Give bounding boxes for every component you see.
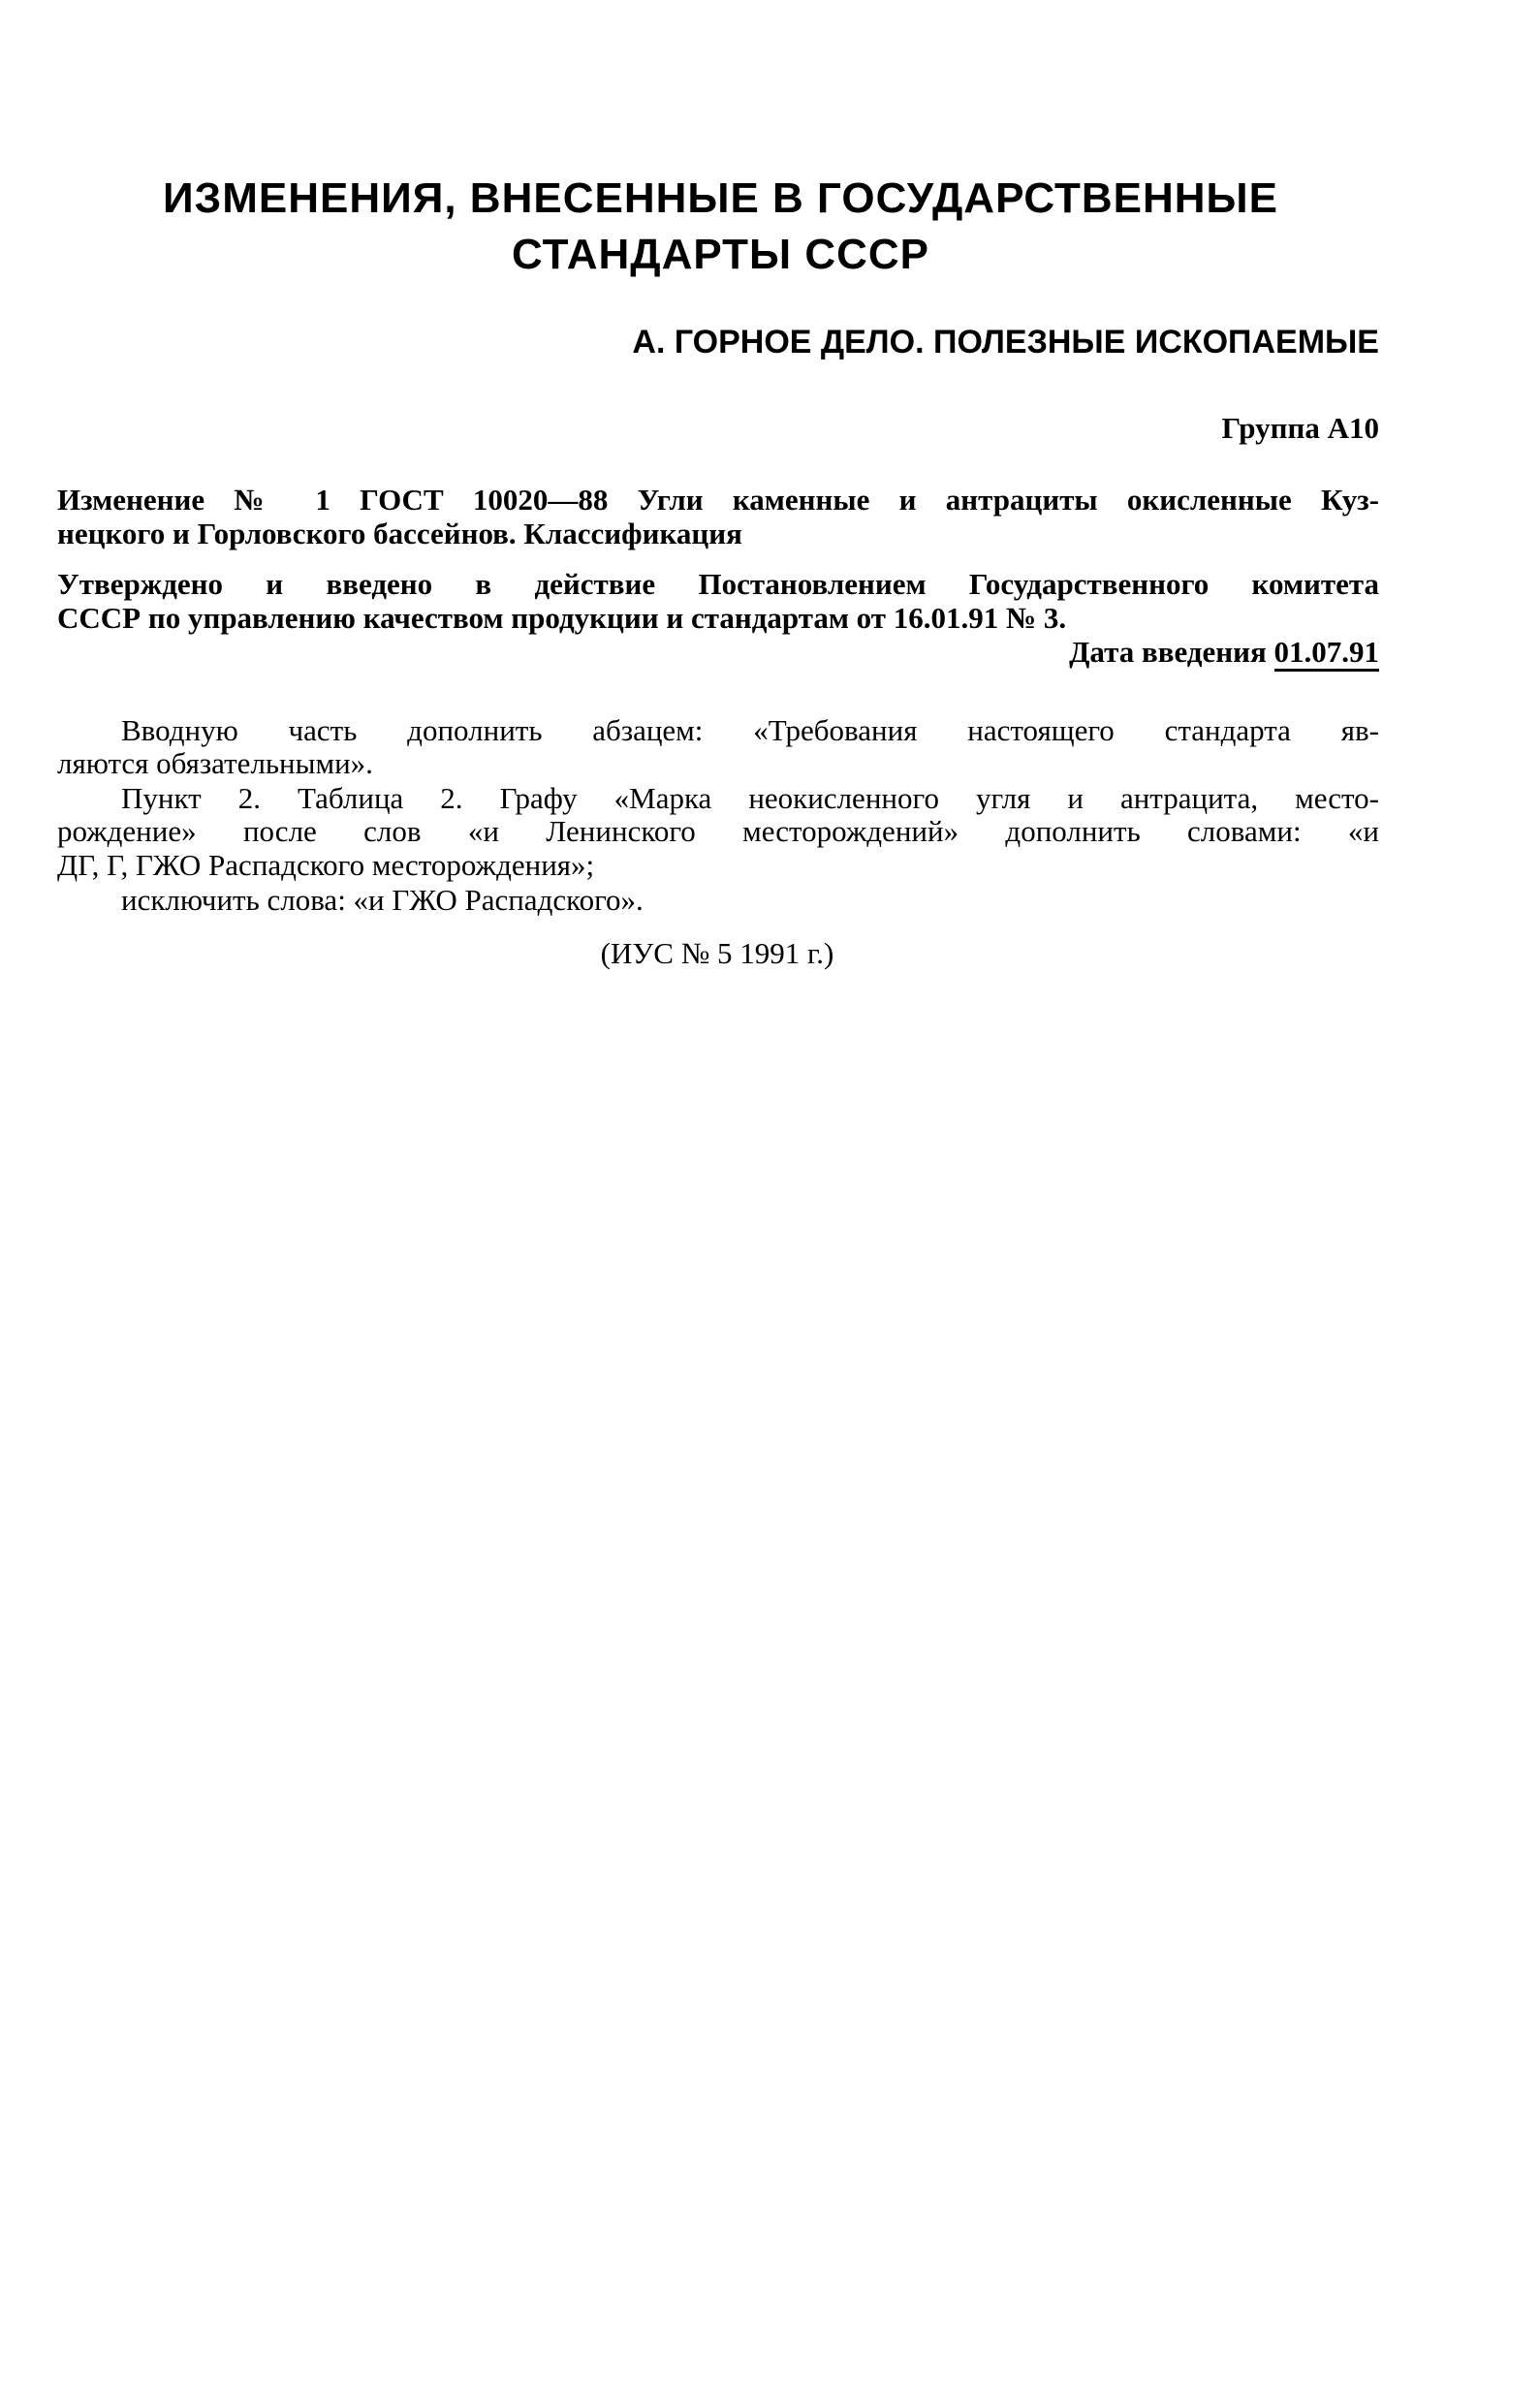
change-title-line-1: Изменение № 1 ГОСТ 10020—88 Угли каменные и антрациты окисленные Куз-	[57, 483, 1379, 517]
group-label: Группа А10	[1221, 411, 1379, 445]
effective-date-label: Дата введения	[1069, 635, 1267, 669]
body-line: ляются обязательными».	[57, 746, 373, 780]
body-line: ДГ, Г, ГЖО Распадского месторождения»;	[57, 848, 595, 882]
source-reference: (ИУС № 5 1991 г.)	[600, 936, 834, 970]
approval-line-1: Утверждено и введено в действие Постановлением Государственного комитета	[57, 567, 1379, 601]
body-line: рождение» после слов «и Ленинского месторождений» дополнить словами: «и	[57, 814, 1379, 848]
document-title-line-1: ИЗМЕНЕНИЯ, ВНЕСЕННЫЕ В ГОСУДАРСТВЕННЫЕ	[163, 174, 1278, 222]
approval-line-2: СССР по управлению качеством продукции и стандартам от 16.01.91 № 3.	[57, 601, 1067, 635]
body-line: исключить слова: «и ГЖО Распадского».	[121, 883, 644, 917]
effective-date-value: 01.07.91	[1274, 635, 1380, 672]
body-line: Вводную часть дополнить абзацем: «Требования настоящего стандарта яв-	[121, 713, 1379, 747]
section-heading: А. ГОРНОЕ ДЕЛО. ПОЛЕЗНЫЕ ИСКОПАЕМЫЕ	[632, 324, 1379, 361]
change-title-line-2: нецкого и Горловского бассейнов. Классификация	[57, 517, 742, 550]
document-title-line-2: СТАНДАРТЫ СССР	[511, 231, 930, 278]
effective-date	[57, 635, 1379, 670]
body-line: Пункт 2. Таблица 2. Графу «Марка неокисленного угля и антрацита, место-	[121, 781, 1379, 815]
